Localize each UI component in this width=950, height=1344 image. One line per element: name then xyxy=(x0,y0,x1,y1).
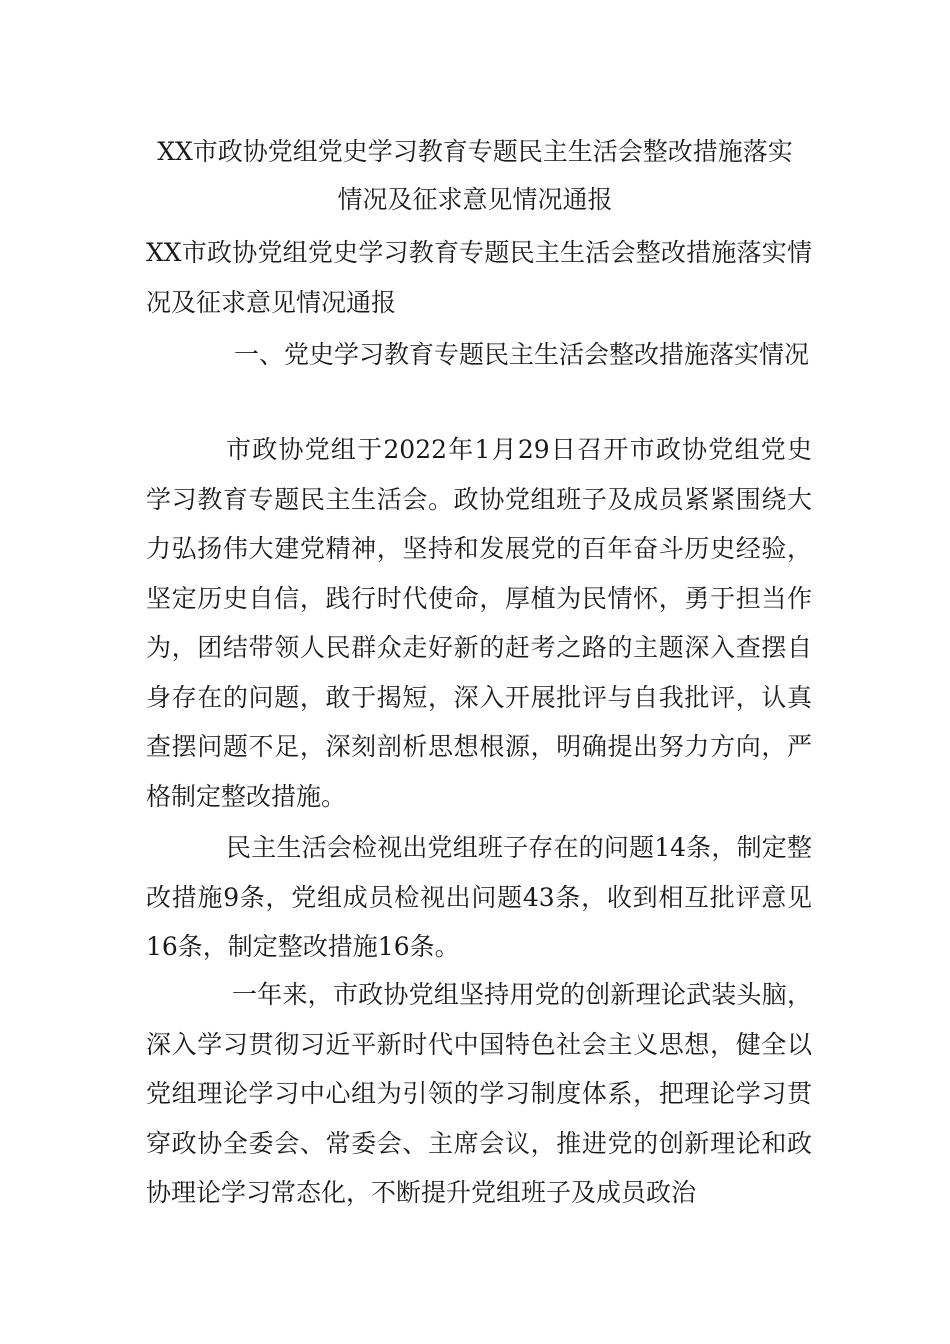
paragraph-3: 一年来，市政协党组坚持用党的创新理论武装头脑，深入学习贯彻习近平新时代中国特色社会主义思想，健全以党组理论学习中心组为引领的学习制度体系，把理论学习贯穿政协全委会、常委会、主席会议，推进党的创新理论和政协理论学习常态化，不断提升党组班子及成员政治 xyxy=(146,980,812,1207)
paragraph-1: 市政协党组于2022年1月29日召开市政协党组党史学习教育专题民主生活会。政协党组班子及成员紧紧围绕大力弘扬伟大建党精神，坚持和发展党的百年奋斗历史经验，坚定历史自信，践行时代使命，厚植为民情怀，勇于担当作为，团结带领人民群众走好新的赶考之路的主题深入查摆自身存在的问题，敢于揭短，深入开展批评与自我批评，认真查摆问题不足，深刻剖析思想根源，明确提出努力方向，严格制定整改措施。 xyxy=(146,435,812,811)
document-subtitle: XX市政协党组党史学习教育专题民主生活会整改措施落实情况及征求意见情况通报 xyxy=(146,238,812,317)
title-line-2: 情况及征求意见情况通报 xyxy=(337,185,613,214)
document-title xyxy=(100,128,850,224)
title-line-1: XX市政协党组党史学习教育专题民主生活会整改措施落实 xyxy=(157,137,793,166)
section-heading-1: 一、党史学习教育专题民主生活会整改措施落实情况 xyxy=(234,340,810,369)
paragraph-2: 民主生活会检视出党组班子存在的问题14条，制定整改措施9条，党组成员检视出问题43条，收到相互批评意见16条，制定整改措施16条。 xyxy=(146,833,812,961)
